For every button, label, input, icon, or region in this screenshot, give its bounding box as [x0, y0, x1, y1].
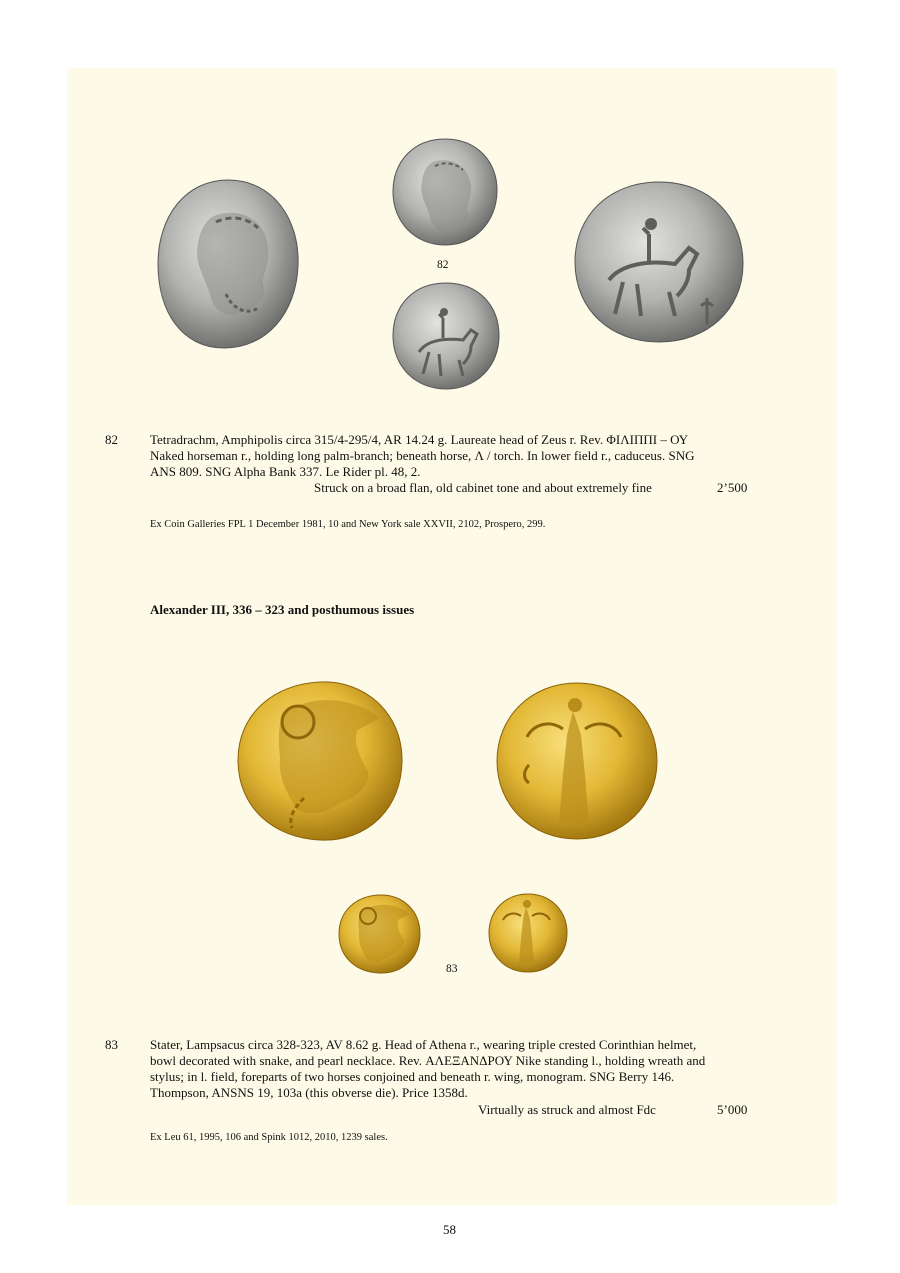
- lot83-reverse-small-coin-image: [486, 891, 570, 975]
- lot83-provenance: Ex Leu 61, 1995, 106 and Spink 1012, 2010, 1239 sales.: [150, 1132, 388, 1143]
- lot83-obverse-large-coin-image: [234, 678, 406, 844]
- lot83-description: [150, 1037, 750, 1101]
- lot82-description-line: Tetradrachm, Amphipolis circa 315/4-295/4, AR 14.24 g. Laureate head of Zeus r. Rev. ΦΙΛΙΠΠΙ – ΟΥ: [150, 432, 689, 447]
- lot82-number: 82: [105, 432, 118, 447]
- lot82-provenance: Ex Coin Galleries FPL 1 December 1981, 10 and New York sale XXVII, 2102, Prospero, 299.: [150, 519, 546, 530]
- lot83-price: 5’000: [717, 1102, 748, 1117]
- lot82-obverse-small-coin-image: [389, 136, 501, 248]
- lot82-obverse-large-coin-image: [154, 176, 302, 352]
- lot82-reverse-large-coin-image: [571, 178, 747, 346]
- lot82-plate-caption: 82: [437, 259, 449, 271]
- lot83-reverse-large-coin-image: [493, 679, 661, 843]
- lot83-description-line: Stater, Lampsacus circa 328-323, AV 8.62 g. Head of Athena r., wearing triple crested Corinthian helmet,: [150, 1037, 697, 1052]
- lot83-obverse-small-coin-image: [336, 892, 422, 976]
- page-number: 58: [443, 1222, 456, 1237]
- lot82-price: 2’500: [717, 480, 748, 495]
- lot82-description: [150, 432, 750, 480]
- lot82-reverse-small-coin-image: [389, 280, 503, 392]
- lot82-description-line: Naked horseman r., holding long palm-branch; beneath horse, Λ / torch. In lower field r., caduceus. SNG: [150, 448, 695, 463]
- lot83-number: 83: [105, 1037, 118, 1052]
- lot82-description-line: ANS 809. SNG Alpha Bank 337. Le Rider pl. 48, 2.: [150, 464, 421, 479]
- lot83-description-line: stylus; in l. field, foreparts of two horses conjoined and beneath r. wing, monogram. SNG Berry 146.: [150, 1069, 675, 1084]
- lot83-plate-caption: 83: [446, 963, 458, 975]
- lot82-grade: Struck on a broad flan, old cabinet tone and about extremely fine: [314, 480, 652, 495]
- lot83-description-line: Thompson, ANSNS 19, 103a (this obverse die). Price 1358d.: [150, 1085, 468, 1100]
- lot83-grade: Virtually as struck and almost Fdc: [478, 1102, 656, 1117]
- lot83-description-line: bowl decorated with snake, and pearl necklace. Rev. ΑΛΕΞΑΝΔΡΟΥ Nike standing l., holding wreath and: [150, 1053, 706, 1068]
- section-title: Alexander III, 336 – 323 and posthumous issues: [150, 602, 415, 617]
